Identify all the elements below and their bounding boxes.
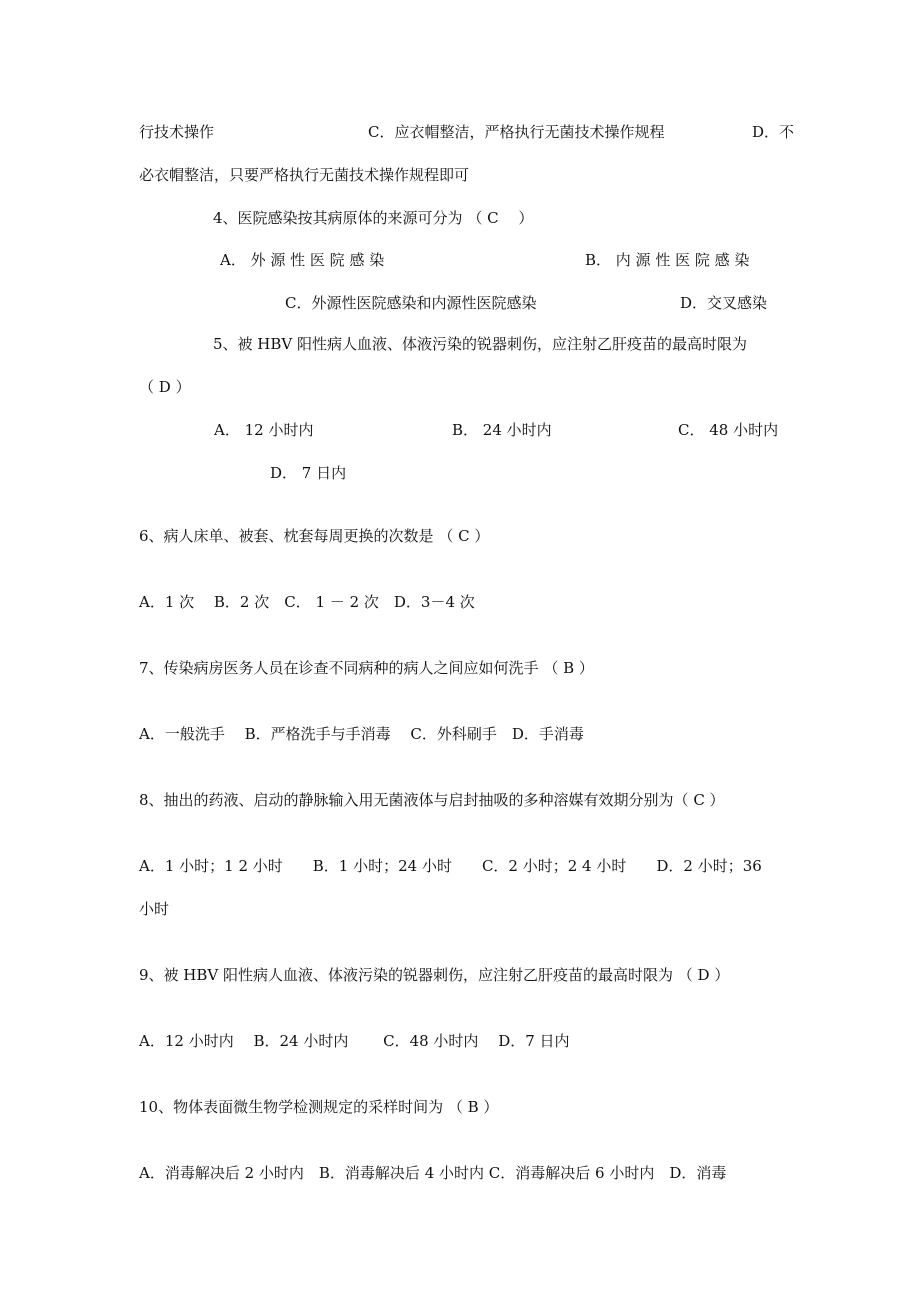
q10-options: A．消毒解决后 2 小时内 B．消毒解决后 4 小时内 C．消毒解决后 6 小时内 D．消毒	[139, 1164, 727, 1182]
q3-option-d-cont: 必衣帽整洁，只要严格执行无菌技术操作规程即可	[139, 166, 470, 184]
q8-options-cont: 小时	[139, 900, 170, 918]
q5-stem: 5、被 HBV 阳性病人血液、体液污染的锐器刺伤，应注射乙肝疫苗的最高时限为	[213, 335, 748, 353]
q5-option-a: A． 12 小时内	[214, 421, 314, 439]
q4-stem: 4、医院感染按其病原体的来源可分为 （ C ）	[213, 209, 534, 227]
q8-options: A．1 小时；1 2 小时 B．1 小时；24 小时 C．2 小时；2 4 小时 D．2 小时；36	[139, 857, 762, 875]
q4-option-d: D．交叉感染	[680, 294, 768, 312]
q6-stem: 6、病人床单、被套、枕套每周更换的次数是 （ C ）	[139, 527, 490, 545]
q5-option-c: C． 48 小时内	[678, 421, 779, 439]
q5-option-d: D． 7 日内	[270, 464, 347, 482]
q9-stem: 9、被 HBV 阳性病人血液、体液污染的锐器刺伤，应注射乙肝疫苗的最高时限为 （ D ）	[139, 966, 730, 984]
q6-options: A．1 次 B．2 次 C． 1 － 2 次 D．3－4 次	[139, 593, 475, 611]
q3-continuation-text: 行技术操作	[139, 123, 215, 141]
q10-stem: 10、物体表面微生物学检测规定的采样时间为 （ B ）	[139, 1098, 499, 1116]
q8-stem: 8、抽出的药液、启动的静脉输入用无菌液体与启封抽吸的多种溶媒有效期分别为（ C ）	[139, 791, 725, 809]
q5-answer: （ D ）	[139, 378, 191, 396]
q4-option-b: B． 内 源 性 医 院 感 染	[585, 251, 750, 269]
q3-option-c: C．应衣帽整洁，严格执行无菌技术操作规程	[368, 123, 665, 141]
q4-option-a: A． 外 源 性 医 院 感 染	[220, 251, 385, 269]
q9-options: A．12 小时内 B．24 小时内 C．48 小时内 D．7 日内	[139, 1032, 570, 1050]
q7-options: A．一般洗手 B．严格洗手与手消毒 C．外科刷手 D．手消毒	[139, 725, 584, 743]
q7-stem: 7、传染病房医务人员在诊查不同病种的病人之间应如何洗手 （ B ）	[139, 659, 594, 677]
q4-option-c: C．外源性医院感染和内源性医院感染	[285, 294, 537, 312]
q3-option-d: D．不	[752, 123, 795, 141]
q5-option-b: B． 24 小时内	[452, 421, 552, 439]
